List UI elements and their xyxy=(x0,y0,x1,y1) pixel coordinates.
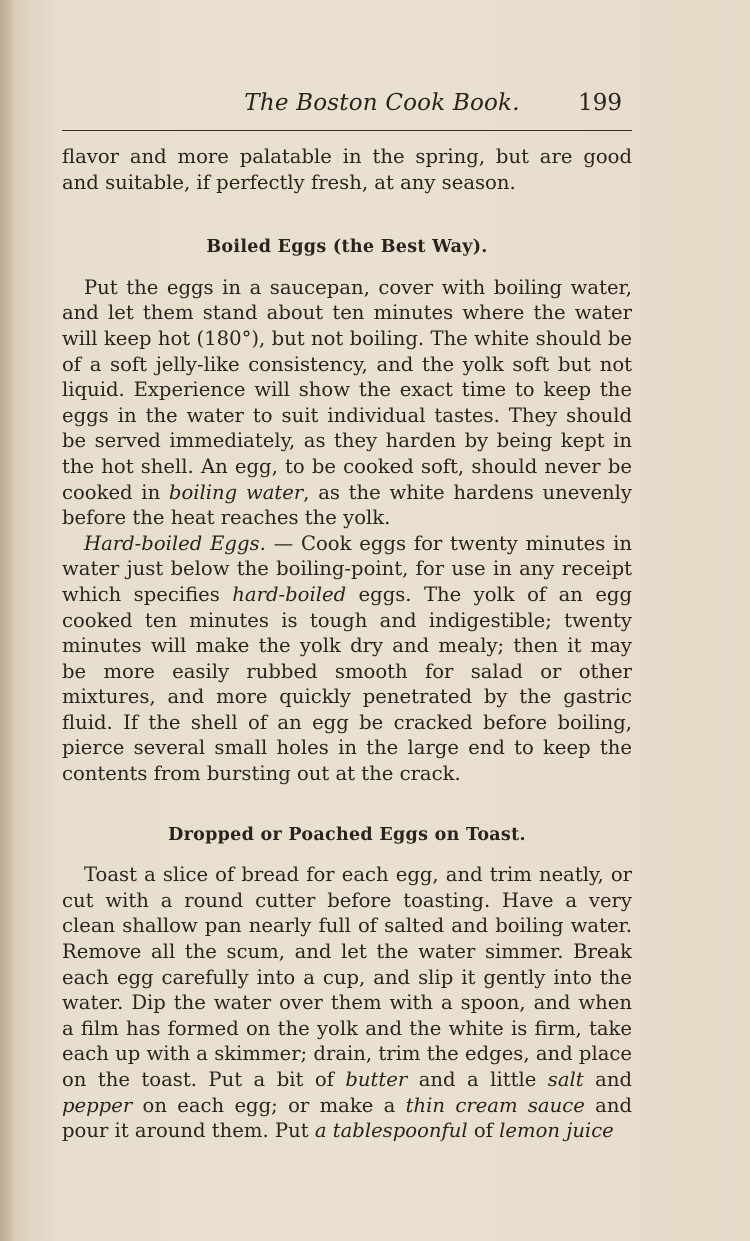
text-run: on each egg; or make a xyxy=(132,1093,406,1117)
paragraph-boiled-eggs xyxy=(62,275,632,531)
text-run: and xyxy=(583,1068,632,1091)
text-run: eggs. The yolk of an egg cooked ten minutes is tough and indigestible; twenty minutes will make the yolk dry and mealy; then it may be more easily rubbed smooth for salad or other mixtures, and more quickly penetrated by the gastric fluid. If the shell of an egg be cracked before boiling, pierce several small holes in the large end to keep the contents from bursting out at the crack. xyxy=(62,582,632,786)
section-heading-poached-eggs: Dropped or Poached Eggs on Toast. xyxy=(168,824,526,845)
running-title: The Boston Cook Book. xyxy=(244,90,520,116)
italic-text: pepper xyxy=(62,1093,133,1117)
italic-text: a tablespoonful xyxy=(314,1119,468,1143)
italic-text: salt xyxy=(547,1068,584,1091)
paragraph-hard-boiled-eggs xyxy=(62,531,632,787)
text-run: — Cook eggs for twenty minutes in water just below the boiling-point, for use in any receipt which specifies xyxy=(62,531,632,606)
italic-text: boiling water xyxy=(168,480,304,504)
text-run: of xyxy=(467,1119,500,1143)
italic-text: lemon juice xyxy=(499,1119,614,1143)
carryover-paragraph: flavor and more palatable in the spring, but are good and suitable, if perfectly fresh, at any season. xyxy=(62,145,632,194)
page-content xyxy=(62,144,632,1144)
running-head xyxy=(62,90,632,126)
text-run: and a little xyxy=(407,1068,548,1091)
text-run: Toast a slice of bread for each egg, and trim neatly, or cut with a round cutter before toasting. Have a very clean shallow pan nearly full of salted and boiling water. Remove all the scum, and let the water simmer. Break each egg carefully into a cup, and slip it gently into the water. Dip the water over them with a spoon, and when a film has formed on the yolk and the white is firm, take each up with a skimmer; drain, trim the edges, and place on the toast. Put a bit of xyxy=(62,863,632,1091)
text-run: Put the eggs in a saucepan, cover with boiling water, and let them stand about ten minutes where the water will keep hot (180°), but not boiling. The white should be of a soft jelly-like consistency, and the yolk soft but not liquid. Experience will show the exact time to keep the eggs in the water to suit individual tastes. They should be served immediately, as they harden by being kept in the hot shell. An egg, to be cooked soft, should never be cooked in xyxy=(62,275,632,504)
italic-text: thin cream sauce xyxy=(405,1093,585,1117)
text-run: and pour it around them. Put xyxy=(62,1093,632,1143)
text-run: , as the white hardens unevenly before the heat reaches the yolk. xyxy=(62,480,632,530)
page-number: 199 xyxy=(578,90,622,116)
header-rule xyxy=(62,130,632,131)
italic-text: hard-boiled xyxy=(232,582,347,606)
paragraph-poached-eggs xyxy=(62,862,632,1144)
section-heading-boiled-eggs: Boiled Eggs (the Best Way). xyxy=(206,237,488,258)
italic-text: Hard-boiled Eggs. xyxy=(84,531,266,555)
page-spine-shadow xyxy=(0,0,14,1241)
italic-text: butter xyxy=(345,1068,408,1091)
